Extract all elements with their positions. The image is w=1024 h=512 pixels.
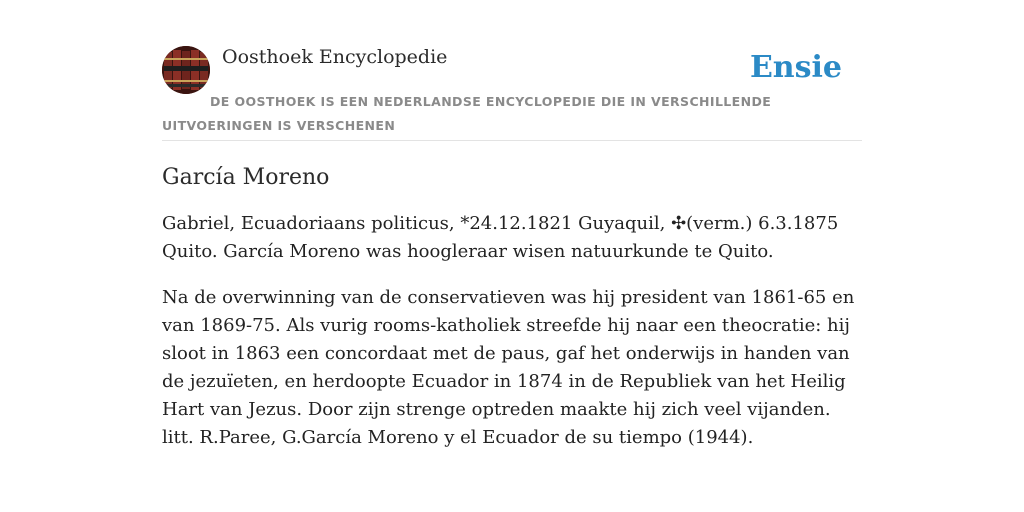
site-header [162,46,862,141]
site-tagline: DE OOSTHOEK IS EEN NEDERLANDSE ENCYCLOPEDIE DIE IN VERSCHILLENDE UITVOERINGEN IS VERSCHENEN [162,94,772,133]
brand-logo-link[interactable]: Ensie [749,50,842,85]
article-paragraph: Gabriel, Ecuadoriaans politicus, *24.12.1821 Guyaquil, ✣(verm.) 6.3.1875 Quito. García Moreno was hoogleraar wisen natuurkunde te Quito. [162,213,839,262]
article-title: García Moreno [162,165,330,190]
article [162,162,862,470]
site-title[interactable]: Oosthoek Encyclopedie [222,46,448,68]
encyclopedia-books-icon[interactable] [162,46,210,94]
article-paragraph: Na de overwinning van de conservatieven was hij president van 1861-65 en van 1869-75. Als vurig rooms-katholiek streefde hij naar een theocratie: hij sloot in 1863 een concordaat met de paus, gaf het onderwijs in handen van de jezuïeten, en herdoopte Ecuador in 1874 in de Republiek van het Heilig Hart van Jezus. Door zijn strenge optreden maakte hij zich veel vijanden. litt. R.Paree, G.García Moreno y el Ecuador de su tiempo (1944). [162,287,855,448]
